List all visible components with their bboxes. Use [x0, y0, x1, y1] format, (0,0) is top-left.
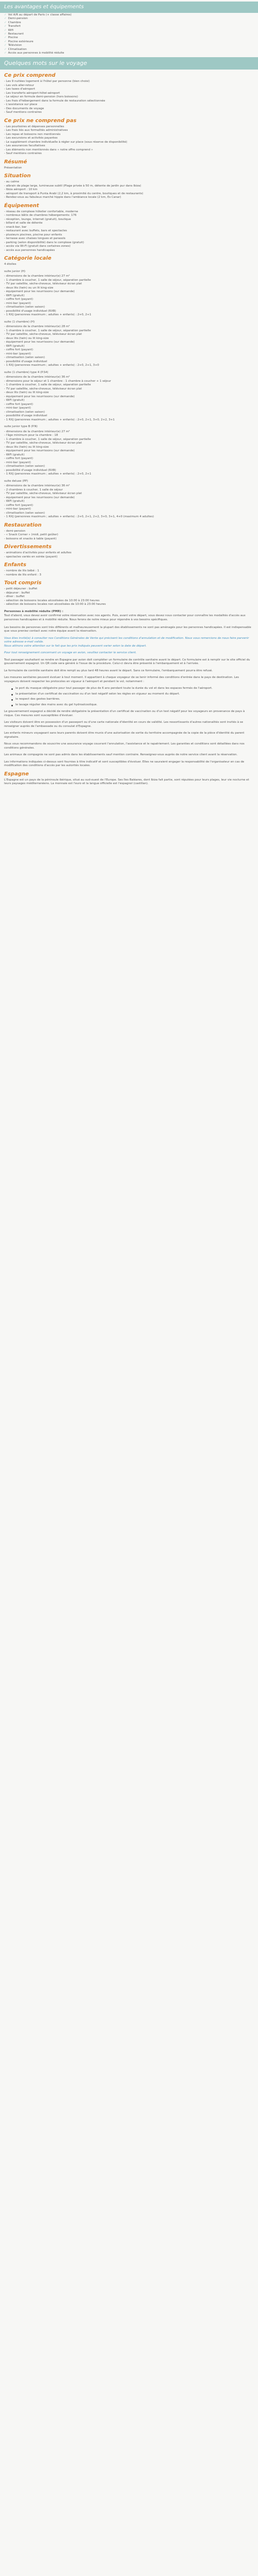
equipment-label: Vol A/R au départ de Paris (+ classe affaires) [8, 13, 72, 16]
list-item: - deux lits (twin) ou lit king-size [4, 391, 49, 395]
check-icon: ✓ [4, 36, 7, 40]
price-excludes-list [4, 125, 254, 156]
all-inclusive-text: - petit déjeuner : buffet - déjeuner : buffet - dîner : buffet - sélection de boissons locales alcoolisées de 10:00 à 23:00 heures - sélection de boissons locales non alcoolisées de 10:00 à 23:00 heures [4, 587, 106, 606]
minor-text: Les enfants mineurs voyageant sans leurs parents doivent être munis d'une autorisation de sortie du territoire accompagnée de la copie de la pièce d'identité du parent signataire. [4, 732, 245, 739]
list-item: - mini-bar (payant) [4, 461, 31, 464]
list-item: - WiFi (gratuit) [4, 500, 25, 503]
equipment-label: Restaurant [8, 32, 24, 36]
check-icon: ✓ [4, 25, 7, 28]
list-item: - Les repas et boissons non mentionnés [4, 132, 61, 136]
entertainment-heading: Divertissements [4, 544, 52, 550]
list-item: - Les excursions et activités payantes [4, 137, 58, 140]
list-item: - TV par satellite, sèche-cheveux, téléviseur écran plat [4, 282, 82, 286]
equipment-list [4, 210, 254, 253]
list-item: - aéroport de transport à Punta Arabi (2,2 km, à proximité du centre, boutiques et de restaurants) [4, 192, 143, 195]
room-suite-junior-list [4, 275, 254, 317]
list-item: - dimensions de la chambre intérieur(e) 27 m² [4, 430, 70, 433]
room-suite-type-b-heading: suite junior type B (P.N) [4, 425, 38, 429]
list-item: - 1 RXJ (personnes maximum ; adultes + enfants) : 2+0, 2+1, 3+0, 2+2, 3+1 [4, 418, 115, 421]
list-item: - au calme [4, 180, 20, 184]
list-item: - coffre fort (payant) [4, 298, 34, 301]
list-item: - deux lits (twin) ou lit king-size [4, 336, 49, 340]
list-item: - 1 chambre à coucher, 1 salle de séjour, séparation partielle [4, 437, 91, 441]
list-item: - Les éléments non mentionnés dans « notre offre comprend » [4, 148, 93, 151]
equipment-item [4, 48, 254, 52]
government-text: Le gouvernement espagnol a décidé de rendre obligatoire la présentation d'un certificat de vaccination ou d'un test négatif pour les voyageurs en provenance de pays à risque. Ces mesures sont susceptibles d'évoluer. [4, 710, 245, 717]
list-item: - albrain de plage large, lumineuse subtil (Plage privée à 50 m, détente de jardin pur dans Ibiza) [4, 184, 141, 188]
equipment-label: Wifi [8, 28, 13, 32]
visitors-text: Les visiteurs doivent être en possession d'un passeport ou d'une carte nationale d'identité en cours de validité. Les ressortissants d'autres nationalités sont invités à se renseigner auprès de l'ambassade ou du consulat d'Espagne. [4, 721, 244, 728]
list-item: - L'assistance sur place [4, 103, 38, 107]
list-item: - Les transferts aéroport-hôtel-aéroport [4, 91, 60, 95]
spain-heading: Espagne [4, 771, 29, 777]
list-item: - TV par satellite, sèche-cheveux, téléviseur écran plat [4, 442, 82, 445]
equipment-item [4, 32, 254, 36]
equipment-label: Chambre [8, 21, 21, 24]
restauration-heading: Restauration [4, 522, 42, 528]
check-icon: ✓ [4, 28, 7, 32]
list-item: le port du masque obligatoire pour tout passager de plus de 6 ans pendant toute la durée du vol et dans les espaces fermés de l'aéroport. [15, 687, 254, 691]
list-item: - possibilité d'usage individuel [4, 360, 47, 363]
room-suite-list [4, 325, 254, 368]
list-item: - 1 RXJ (personnes maximum ; adultes + enfants) : 2+0, 2+1, 3+0 [4, 364, 99, 367]
equipment-item [4, 17, 254, 21]
list-item: - plusieurs piscines, piscine pour enfants [4, 233, 62, 236]
passengers-text: Tout passager souhaitant se rendre en Espagne par avion doit compléter un formulaire de contrôle sanitaire avant le départ. Ce formulaire est à remplir sur le site officiel du gouvernement espagnol. Un QR code sera généré à l'issue de la procédure. Celui-ci devra être présenté à l'embarquement et à l'arrivée. [4, 658, 250, 666]
list-item: - deux lits (twin) ou un lit king-size [4, 286, 54, 290]
list-item: - 2 chambres à coucher, 1 salle de séjour [4, 488, 63, 492]
check-icon: ✓ [4, 17, 7, 21]
list-item: - 1 chambre à coucher, 1 salle de séjour, séparation partielle [4, 383, 91, 387]
pets-text: Les animaux de compagnie ne sont pas admis dans les établissements sauf mention contraire. Renseignez-vous auprès de notre service client avant la réservation. [4, 753, 238, 757]
list-item: - équipement pour les nourrissons (sur demande) [4, 341, 75, 344]
restauration-text: - demi-pension - « Snack Corner » (midi, petit goûter) - boissons et snacks à table (payant) [4, 529, 58, 540]
list-item: - mini-bar (payant) [4, 406, 31, 410]
check-icon: ✓ [4, 13, 7, 16]
situation-list [4, 180, 254, 200]
entertainment-text: - animations d'activités pour enfants et adultes - spectacles variés en soirée (payant) [4, 551, 72, 558]
measures-text: Les mesures sanitaires peuvent évoluer à tout moment. Il appartient à chaque voyageur de se tenir informé des conditions d'entrée dans le pays de destination. Les voyageurs doivent respecter les protocoles en vigueur à l'aéroport et pendant le vol, notamment : [4, 676, 239, 683]
check-icon: ✓ [4, 32, 7, 36]
list-item: - possibilité d'usage individuel [4, 414, 47, 418]
list-item: - l'âge minimum pour la chambre : 18 [4, 434, 58, 437]
list-item: - Les taxes d'aéroport [4, 88, 35, 91]
equipment-item [4, 29, 254, 32]
list-item: - WiFi (gratuit) [4, 399, 25, 402]
list-item: - mini-bar (payant) [4, 507, 31, 511]
list-item: - dimensions de la chambre intérieur(e) 28 m² [4, 325, 70, 329]
list-item: - TV par satellite, sèche-cheveux, téléviseur écran plat [4, 387, 82, 391]
room-suite-type4-heading: suite (1 chambre) type 4 (P.S4) [4, 370, 49, 374]
equipment-label: Accès aux personnes à mobilité réduite [8, 52, 64, 55]
list-item: - TV par satellite, sèche-cheveux, téléviseur écran plat [4, 333, 82, 336]
list-item: - possibilité d'usage individuel (RXB) [4, 468, 56, 472]
equipment-label: Transfert [8, 25, 21, 28]
list-item: - Les vols aller-retour [4, 83, 34, 87]
room-suite-type-b-list [4, 430, 254, 477]
list-item: - équipement pour les nourrissons (sur demande) [4, 496, 75, 499]
insurance-text: Nous vous recommandons de souscrire une assurance voyage couvrant l'annulation, l'assistance et le rapatriement. Les garanties et conditions sont détaillées dans nos conditions générales. [4, 742, 245, 750]
equipment-item [4, 25, 254, 28]
info-header [0, 57, 258, 70]
list-item: - Les 9 nuitées logement à l'hôtel par personne (bien choisi) [4, 80, 90, 83]
list-item: - climatisation (selon saison) [4, 306, 45, 309]
list-item: - climatisation (selon saison) [4, 356, 45, 360]
equipment-label: Demi-pension [8, 17, 28, 21]
disclaimer-text: Les informations indiquées ci-dessus sont fournies à titre indicatif et sont susceptibles d'évoluer. Elles ne sauraient engager la responsabilité de l'organisateur en cas de modification des conditions d'accès par les autorités locales. [4, 760, 245, 768]
list-item: - Les pourboires et dépenses personnelles [4, 125, 64, 128]
list-item: - 1 chambre à coucher, 1 salle de séjour, séparation partielle [4, 329, 91, 332]
situation-heading: Situation [4, 173, 31, 179]
price-includes-list [4, 80, 254, 115]
list-item: - mini-bar (payant) [4, 301, 31, 305]
list-item: - climatisation (selon saison) [4, 410, 45, 414]
summary-text: Présentation [4, 166, 22, 170]
equipments-header [0, 2, 258, 13]
list-item: - parking (selon disponibilité) dans le complexe (gratuit) [4, 241, 84, 244]
list-item: - TV par satellite, sèche-cheveux, téléviseur écran plat [4, 492, 82, 496]
list-item: - Les assurances facultatives [4, 144, 45, 148]
list-item: - coffre fort (payant) [4, 348, 34, 352]
check-icon: ✓ [4, 52, 7, 55]
list-item: - équipement pour les nourrissons (sur demande) [4, 290, 75, 294]
list-item: - mini-bar (payant) [4, 352, 31, 355]
list-item: - Des documents de voyage [4, 107, 44, 110]
pmr-heading: Personnes à mobilité réduite (PMR) : [4, 609, 63, 613]
list-item: - WiFi (gratuit) [4, 344, 25, 348]
equipment-label: Climatisation [8, 47, 27, 51]
summary-heading: Résumé [4, 159, 27, 165]
equipment-item [4, 52, 254, 55]
list-item: - restaurant avec buffets, bars et spectacles [4, 229, 67, 233]
list-item: - accès aux personnes handicapées [4, 248, 55, 252]
list-item: - climatisation (selon saison) [4, 511, 45, 515]
equipment-item [4, 40, 254, 44]
list-item: - accès via Wi-Fi (gratuit dans certaines zones) [4, 245, 71, 248]
equipment-item [4, 44, 254, 47]
check-icon: ✓ [4, 44, 7, 47]
equipment-heading: Équipement [4, 202, 39, 209]
list-item: - 1 RXJ (personnes maximum ; adultes + enfants) : 2+0, 2+1, 2+2, 3+0, 3+1, 4+0 (maximum 4 adultes) [4, 515, 154, 519]
list-item: - dimensions de la chambre intérieur(e) 27 m² [4, 275, 70, 278]
list-item: - Le supplément chambre individuelle à régler sur place (sous réserve de disponibilité) [4, 140, 127, 144]
equipment-item [4, 36, 254, 40]
children-heading: Enfants [4, 562, 26, 568]
info-title: Quelques mots sur le voyage [4, 60, 87, 67]
list-item: - Sauf mentions contraires [4, 111, 42, 114]
category-heading: Catégorie locale [4, 256, 52, 262]
list-item: - équipement pour les nourrissons (sur demande) [4, 449, 75, 453]
room-suite-heading: suite (1 chambre) (H) [4, 320, 35, 324]
list-item: - terrasse avec chaises longues et parasols [4, 237, 66, 241]
list-item: - WiFi (gratuit) [4, 294, 25, 297]
list-item: - coffre fort (payant) [4, 503, 34, 507]
check-icon: ✓ [4, 40, 7, 43]
room-suite-junior-heading: suite junior (H) [4, 269, 25, 273]
measures-list [4, 687, 254, 707]
notice-blue-2: Pour tout renseignement concernant un voyage en avion, veuillez contacter le service client. [4, 651, 137, 655]
list-item: - Les frais liés aux formalités administratives [4, 129, 68, 132]
check-icon: ✓ [4, 47, 7, 51]
price-includes-heading: Ce prix comprend [4, 73, 56, 79]
equipments-list [0, 13, 258, 57]
list-item: - dimensions de la chambre intérieur(e) 36 m² [4, 376, 70, 379]
list-item: - coffre fort (payant) [4, 457, 34, 461]
list-item: - snack-bar, bar [4, 225, 27, 229]
equipment-item [4, 21, 254, 25]
equipment-item [4, 13, 254, 17]
room-suite-deluxe-heading: suite deluxe (PP) [4, 479, 28, 483]
list-item: - dimensions pour le séjour et 1 chambre : 1 chambre à coucher + 1 séjour [4, 379, 111, 383]
list-item: le lavage régulier des mains avec du gel hydroalcoolique. [15, 703, 254, 707]
list-item: - dimensions de la chambre intérieur(e) 36 m² [4, 484, 70, 488]
list-item: - Ibiza aéroport : 10 km [4, 188, 38, 192]
list-item: le respect des gestes barrières. [15, 698, 254, 702]
room-suite-type4-list [4, 376, 254, 422]
equipment-label: Piscine [8, 36, 18, 40]
list-item: - Le séjour en formule demi-pension (hors boissons) [4, 95, 78, 99]
list-item: - Rendez-vous au fabuleux marché hippie dans l'ambiance locale (2 km, Es Canar) [4, 196, 121, 199]
list-item: - coffre fort (payant) [4, 402, 34, 406]
children-text: - nombre de lits bébé : 1 - nombre de lits enfant : 3 [4, 569, 41, 577]
notice-blue: Vous êtes invité(e) à consulter nos Conditions Générales de Vente qui précisent les conditions d'annulation et de modification. Nous vous remercions de nous faire parvenir votre adresse e-mail valide. Nous attirons votre attention sur le fait que les prix indiqués peuvent varier selon la date de départ. [4, 636, 249, 648]
list-item: - WiFi (gratuit) [4, 453, 25, 456]
equipment-label: Piscine extérieure [8, 40, 34, 43]
price-excludes-heading: Ce prix ne comprend pas [4, 117, 77, 124]
list-item: - réception, lounge, internet (gratuit), boutique [4, 217, 71, 221]
list-item: - climatisation (selon saison) [4, 465, 45, 468]
list-item: - Sauf mentions contraires [4, 152, 42, 156]
list-item: la présentation d'un certificat de vaccination ou d'un test négatif selon les règles en vigueur au moment du départ. [15, 692, 254, 697]
list-item: - nombreux bâtis de chambres hébergements: 176 [4, 214, 77, 217]
category-text: 4 étoiles [4, 263, 17, 266]
list-item: - 1 chambre à coucher, 1 salle de séjour, séparation partielle [4, 278, 91, 282]
check-icon: ✓ [4, 21, 7, 24]
list-item: - possibilité d'usage individuel (RXB) [4, 309, 56, 313]
list-item: - réseau de complexe hôtelier confortable, moderne [4, 210, 78, 213]
list-item: - équipement pour les nourrissons (sur demande) [4, 395, 75, 398]
equipment-label: Télévision [8, 44, 22, 47]
list-item: - billard et salle de détente [4, 222, 43, 225]
list-item: - 1 RXJ (personnes maximum ; adultes + enfants) : 2+0, 2+1 [4, 313, 91, 317]
list-item: - deux lits (twin) ou lit king-size [4, 445, 49, 449]
form-text: Le formulaire de contrôle sanitaire doit être rempli au plus tard 48 heures avant le départ. Sans ce formulaire, l'embarquement pourra être refusé. [4, 669, 213, 672]
list-item: - 1 RXJ (personnes maximum ; adultes + enfants) : 2+0, 2+1 [4, 472, 91, 476]
spain-text: L'Espagne est un pays de la péninsule ibérique, situé au sud-ouest de l'Europe. Ses îles Baléares, dont Ibiza fait partie, sont réputées pour leurs plages, leur vie nocturne et leurs paysages méditerranéens. La monnaie est l'euro et la langue officielle est l'espagnol (castillan). [4, 778, 249, 786]
equipments-title: Les avantages et équipements [4, 4, 84, 10]
pmr-text: Tout d'abord, vous devez avoir confirmé votre réservation avec nos agents. Puis, avant votre départ, vous devez nous contacter pour connaître les modalités d'accès aux personnes handicapées et à mobilité réduite. Nous ferons de notre mieux pour répondre à vos besoins spécifiques. Les besoins de personnes sont très différents et malheureusement la plupart des établissements ne sont pas aménagés pour les personnes handicapées. Il est indispensable que vous preniez contact avec notre équipe avant la réservation. [4, 614, 251, 633]
content [0, 73, 258, 786]
list-item: - Les frais d'hébergement dans la formule de restauration sélectionnée [4, 99, 105, 103]
room-suite-deluxe-list [4, 484, 254, 519]
all-inclusive-heading: Tout compris [4, 580, 42, 586]
